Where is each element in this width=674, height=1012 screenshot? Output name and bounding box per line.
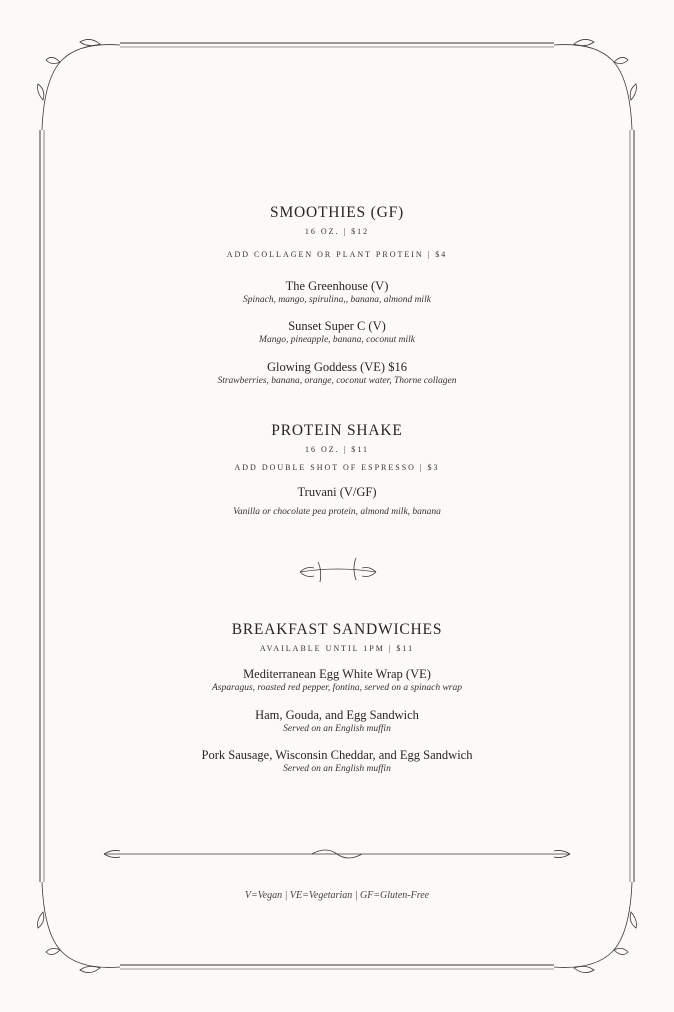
menu-item-desc: Spinach, mango, spirulina,, banana, almond milk [243, 295, 431, 305]
footer-divider [104, 850, 570, 858]
smoothies-size-price: 16 OZ. | $12 [304, 227, 370, 236]
menu-item-name: The Greenhouse (V) [285, 279, 389, 293]
menu-item-desc: Asparagus, roasted red pepper, fontina, served on a spinach wrap [212, 683, 462, 693]
menu-item-desc: Strawberries, banana, orange, coconut water, Thorne collagen [217, 376, 457, 386]
menu-item-desc: Served on an English muffin [283, 724, 391, 734]
protein-size-price: 16 OZ. | $11 [305, 445, 369, 454]
menu-item-name: Mediterranean Egg White Wrap (VE) [243, 667, 431, 681]
smoothies-title: SMOOTHIES (GF) [270, 204, 404, 221]
protein-title: PROTEIN SHAKE [271, 422, 403, 439]
center-flourish-icon [300, 558, 376, 582]
dietary-legend: V=Vegan | VE=Vegetarian | GF=Gluten-Free [244, 890, 430, 901]
menu-item-name: Glowing Goddess (VE) $16 [267, 360, 407, 374]
menu-item-desc: Vanilla or chocolate pea protein, almond milk, banana [233, 507, 441, 517]
menu-item-name: Pork Sausage, Wisconsin Cheddar, and Egg Sandwich [201, 748, 473, 762]
protein-addon: ADD DOUBLE SHOT OF ESPRESSO | $3 [234, 463, 440, 472]
menu-item-name: Ham, Gouda, and Egg Sandwich [255, 708, 419, 722]
breakfast-title: BREAKFAST SANDWICHES [231, 621, 443, 638]
menu-item-desc: Served on an English muffin [283, 764, 391, 774]
menu-item-name: Truvani (V/GF) [297, 485, 377, 499]
menu-item-desc: Mango, pineapple, banana, coconut milk [259, 335, 415, 345]
breakfast-availability: AVAILABLE UNTIL 1PM | $11 [259, 644, 415, 653]
smoothies-addon: ADD COLLAGEN OR PLANT PROTEIN | $4 [226, 250, 448, 259]
menu-item-name: Sunset Super C (V) [288, 319, 386, 333]
